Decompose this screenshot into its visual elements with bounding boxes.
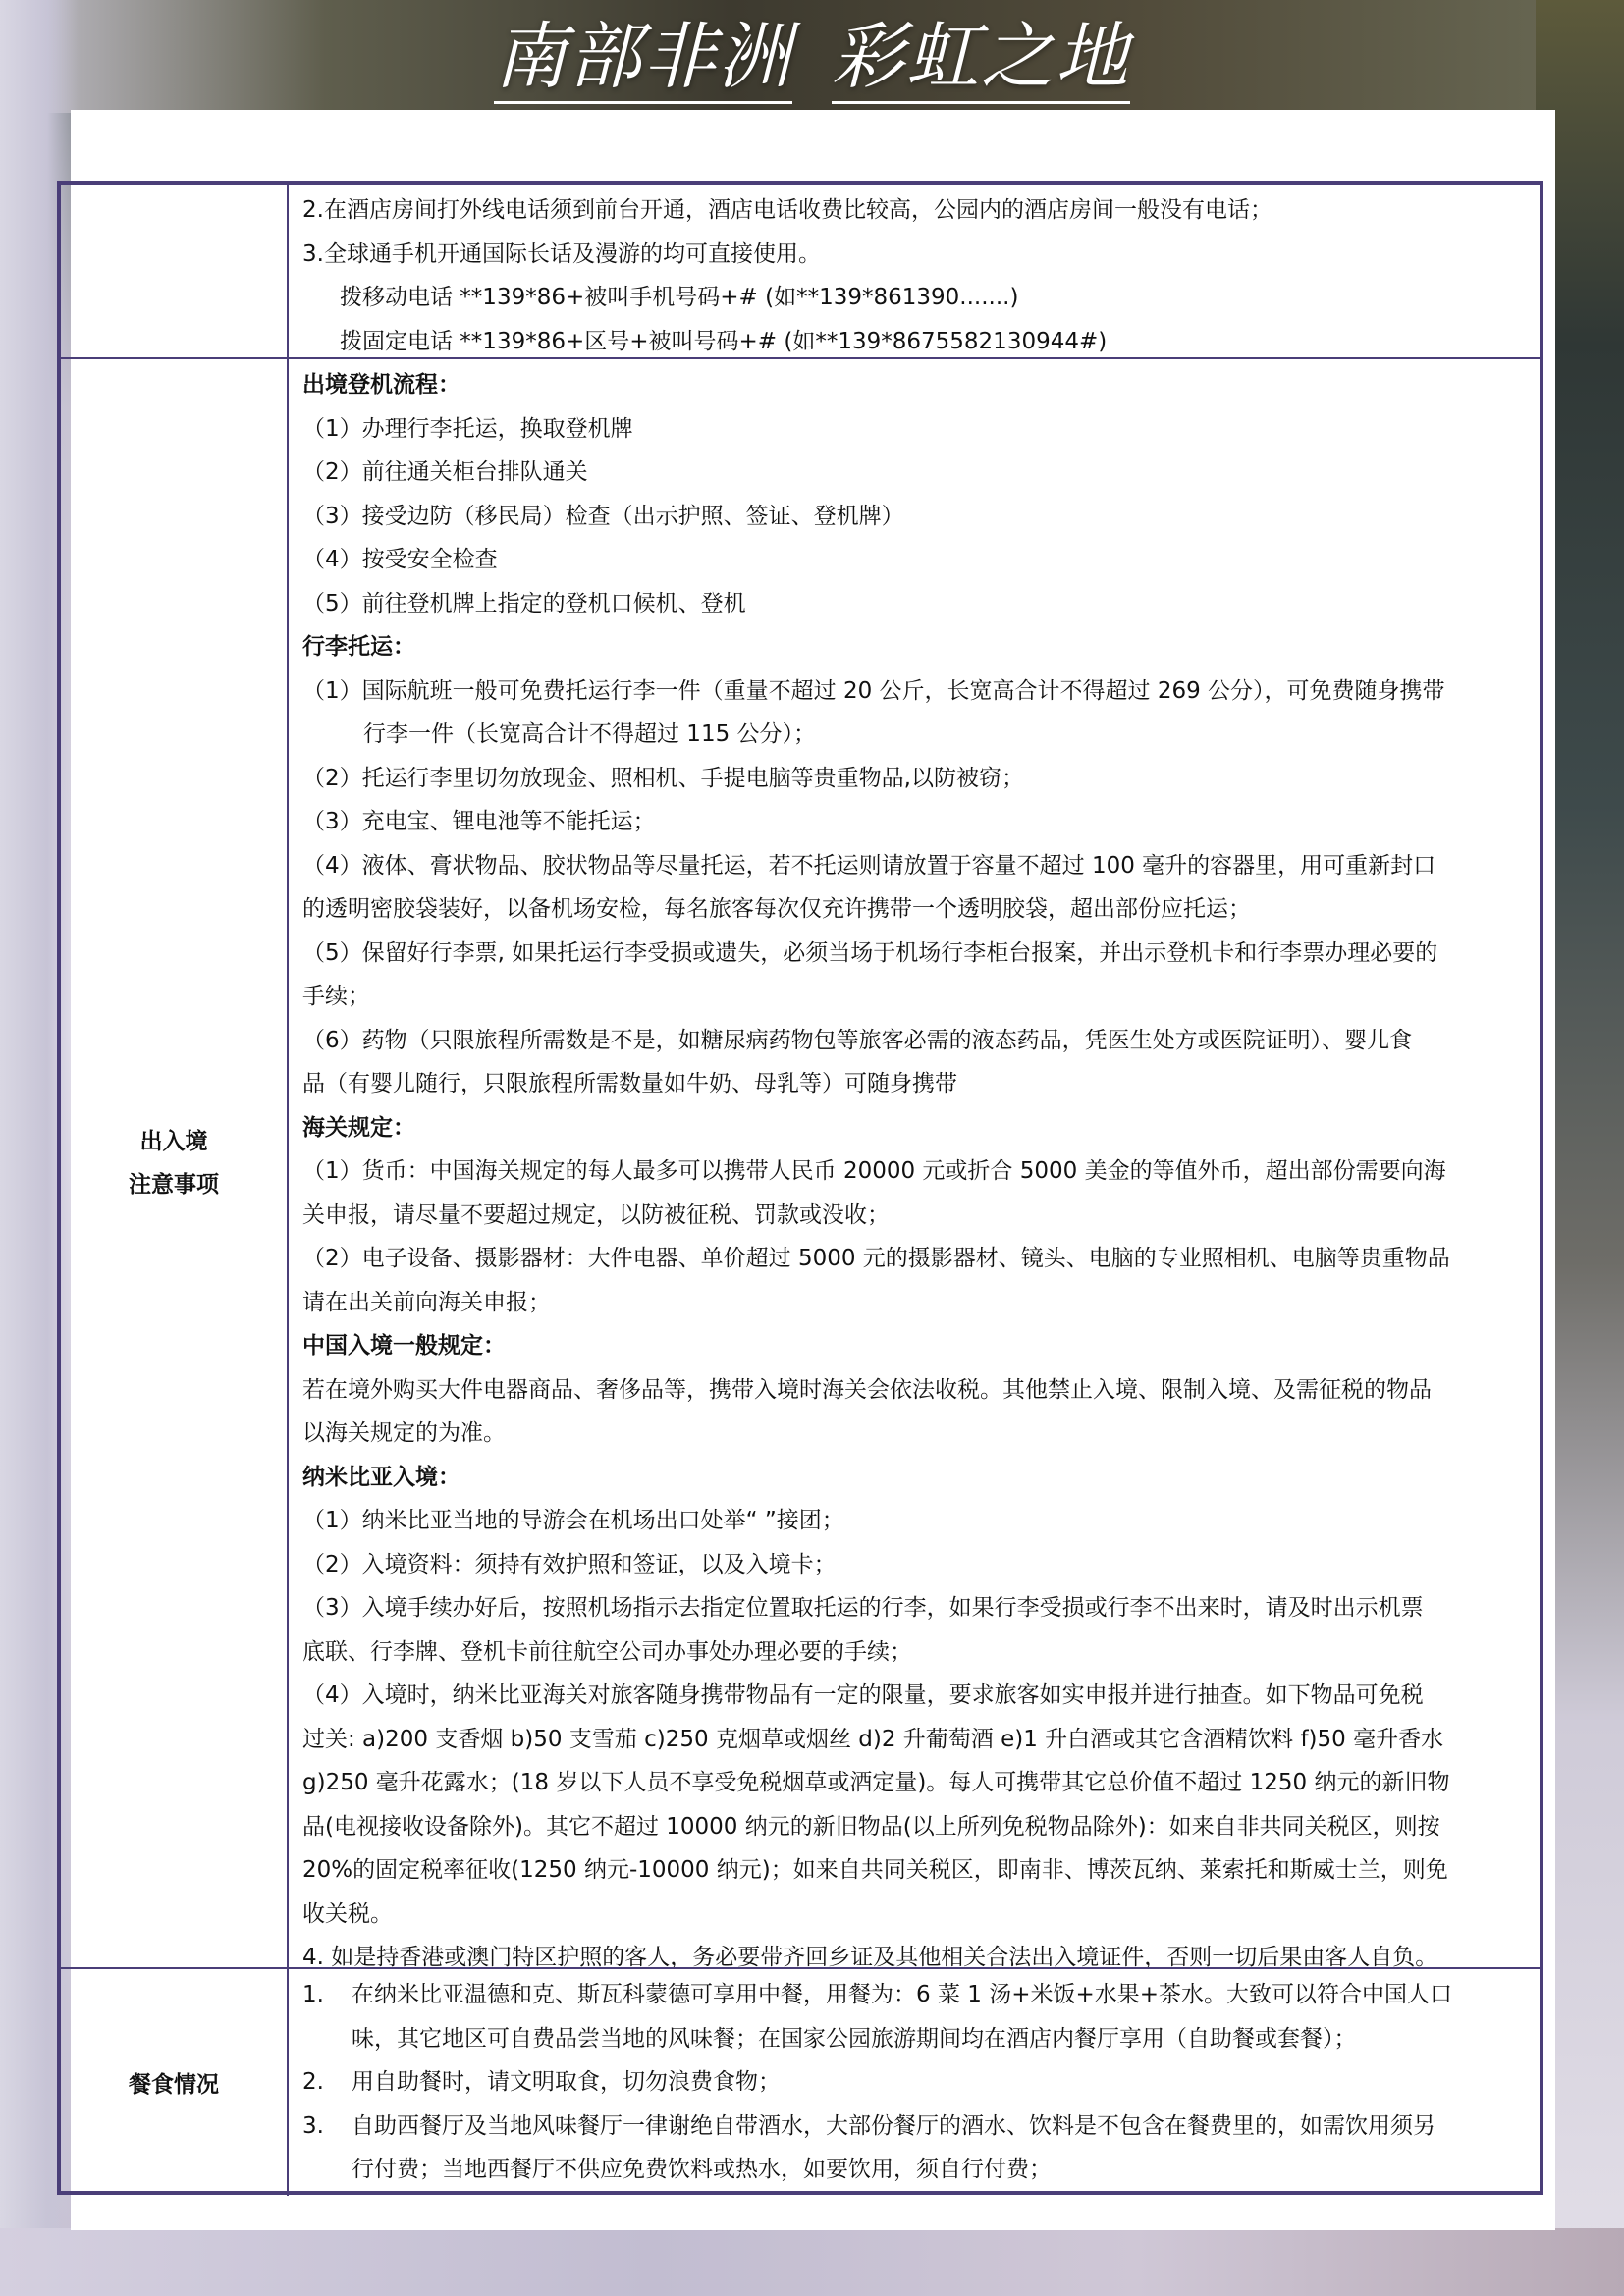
text-line: 以海关规定的为准。: [302, 1420, 506, 1446]
title-part-2: 彩虹之地: [832, 15, 1130, 104]
text-line: 品（有婴儿随行，只限旅程所需数量如牛奶、母乳等）可随身携带: [302, 1071, 957, 1096]
list-item: [302, 1973, 1530, 2017]
text-line: （5）前往登机牌上指定的登机口候机、登机: [302, 590, 746, 616]
text-line: （5）保留好行李票, 如果托运行李受损或遗失，必须当场于机场行李柜台报案，并出示登机卡和行李票办理必要的: [302, 939, 1438, 966]
label-line: 餐食情况: [129, 2071, 219, 2098]
label-cell-dining: [61, 1969, 289, 2196]
text-line: （1）纳米比亚当地的导游会在机场出口处举“ ”接团；: [302, 1508, 844, 1533]
text-line: 3.全球通手机开通国际长话及漫游的均可直接使用。: [302, 240, 821, 267]
text-line: 的透明密胶袋装好，以备机场安检，每名旅客每次仅充许携带一个透明胶袋，超出部份应托运；: [302, 896, 1251, 922]
section-heading: 纳米比亚入境：: [302, 1464, 460, 1490]
background-bottom: [0, 2228, 1624, 2296]
list-continuation: 行付费；当地西餐厅不供应免费饮料或热水，如要饮用，须自行付费；: [352, 2157, 1052, 2182]
text-line: （2）电子设备、摄影器材：大件电器、单价超过 5000 元的摄影器材、镜头、电脑的专业照相机、电脑等贵重物品: [302, 1246, 1450, 1271]
text-line: 拨固定电话 **139*86+区号+被叫号码+# (如**139*8675582130944#): [340, 328, 1108, 354]
text-line: 品(电视接收设备除外)。其它不超过 10000 纳元的新旧物品(以上所列免税物品除外)：如来自非共同关税区，则按: [302, 1813, 1440, 1840]
text-line: （4）按受安全检查: [302, 547, 498, 572]
list-continuation: 味，其它地区可自费品尝当地的风味餐；在国家公园旅游期间均在酒店内餐厅享用（自助餐或套餐）；: [352, 2025, 1357, 2052]
info-table: [57, 181, 1543, 2195]
text-line: （6）药物（只限旅程所需数是不是，如糖尿病药物包等旅客必需的液态药品，凭医生处方或医院证明）、婴儿食: [302, 1027, 1413, 1053]
text-line: （3）接受边防（移民局）检查（出示护照、签证、登机牌）: [302, 503, 904, 529]
text-line: （1）国际航班一般可免费托运行李一件（重量不超过 20 公斤，长宽高合计不得超过 269 公分），可免费随身携带: [302, 677, 1445, 704]
text-line: 关申报，请尽量不要超过规定，以防被征税、罚款或没收；: [302, 1201, 890, 1228]
list-text: 用自助餐时，请文明取食，切勿浪费食物；: [352, 2069, 781, 2095]
list-item: [302, 2105, 1530, 2149]
text-line: 过关: a)200 支香烟 b)50 支雪茄 c)250 克烟草或烟丝 d)2 升葡萄酒 e)1 升白酒或其它含酒精饮料 f)50 毫升香水: [302, 1726, 1444, 1752]
text-line: 底联、行李牌、登机卡前往航空公司办事处办理必要的手续；: [302, 1638, 912, 1665]
content-cell-dining: [289, 1969, 1540, 2196]
text-line: 20%的固定税率征收(1250 纳元-10000 纳元)；如来自共同关税区，即南非、博茨瓦纳、莱索托和斯威士兰，则免: [302, 1857, 1448, 1883]
title-part-1: 南部非洲: [494, 15, 792, 104]
text-line: （2）入境资料：须持有效护照和签证，以及入境卡；: [302, 1551, 837, 1577]
text-line: （1）货币：中国海关规定的每人最多可以携带人民币 20000 元或折合 5000 美金的等值外币，超出部份需要向海: [302, 1158, 1446, 1184]
text-line: （3）入境手续办好后，按照机场指示去指定位置取托运的行李，如果行李受损或行李不出来时，请及时出示机票: [302, 1595, 1424, 1621]
page-title: [0, 8, 1624, 106]
table-row-entry-exit: [61, 357, 1540, 1970]
table-row-contact: [61, 185, 1540, 357]
content-cell-contact: [289, 185, 1540, 357]
label-line-1: 出入境: [139, 1129, 208, 1154]
label-line-2: 注意事项: [129, 1172, 219, 1198]
list-text: 自助西餐厅及当地风味餐厅一律谢绝自带酒水，大部份餐厅的酒水、饮料是不包含在餐费里的，如需饮用须另: [352, 2112, 1435, 2139]
section-heading: 中国入境一般规定：: [302, 1333, 506, 1359]
list-number: 3.: [302, 2112, 324, 2139]
list-number: 1.: [302, 1982, 324, 2007]
section-heading: 海关规定：: [302, 1114, 415, 1141]
text-line: （3）充电宝、锂电池等不能托运；: [302, 809, 656, 834]
text-line: （2）前往通关柜台排队通关: [302, 459, 588, 485]
text-line: 收关税。: [302, 1900, 393, 1927]
text-line: （4）入境时，纳米比亚海关对旅客随身携带物品有一定的限量，要求旅客如实申报并进行抽查。如下物品可免税: [302, 1682, 1424, 1708]
text-line: g)250 毫升花露水；(18 岁以下人员不享受免税烟草或酒定量)。每人可携带其它总价值不超过 1250 纳元的新旧物: [302, 1770, 1450, 1795]
section-heading: 出境登机流程：: [302, 372, 460, 398]
list-item: [302, 2060, 1530, 2105]
section-heading: 行李托运：: [302, 634, 415, 660]
list-number: 2.: [302, 2069, 324, 2095]
text-line: 若在境外购买大件电器商品、奢侈品等，携带入境时海关会依法收税。其他禁止入境、限制入境、及需征税的物品: [302, 1376, 1432, 1403]
text-line: 2.在酒店房间打外线电话须到前台开通，酒店电话收费比较高，公园内的酒店房间一般没有电话；: [302, 197, 1272, 223]
text-line: 手续；: [302, 984, 370, 1009]
table-row-dining: [61, 1967, 1540, 2196]
label-cell-empty: [61, 185, 289, 357]
list-text: 在纳米比亚温德和克、斯瓦科蒙德可享用中餐，用餐为：6 菜 1 汤+米饭+水果+茶水。大致可以符合中国人口: [352, 1982, 1453, 2007]
text-line: 4. 如是持香港或澳门特区护照的客人，务必要带齐回乡证及其他相关合法出入境证件，否则一切后果由客人自负。: [302, 1945, 1438, 1970]
text-line: （4）液体、膏状物品、胶状物品等尽量托运，若不托运则请放置于容量不超过 100 毫升的容器里，用可重新封口: [302, 852, 1436, 879]
text-line: 行李一件（长宽高合计不得超过 115 公分）；: [363, 721, 817, 747]
text-line: 拨移动电话 **139*86+被叫手机号码+# (如**139*861390.......): [340, 285, 1019, 310]
text-line: （2）托运行李里切勿放现金、照相机、手提电脑等贵重物品,以防被窃；: [302, 765, 1024, 791]
text-line: （1）办理行李托运，换取登机牌: [302, 415, 633, 442]
text-line: 请在出关前向海关申报；: [302, 1289, 551, 1315]
content-cell-entry-exit: [289, 359, 1540, 1970]
label-cell-entry-exit: [61, 359, 289, 1967]
